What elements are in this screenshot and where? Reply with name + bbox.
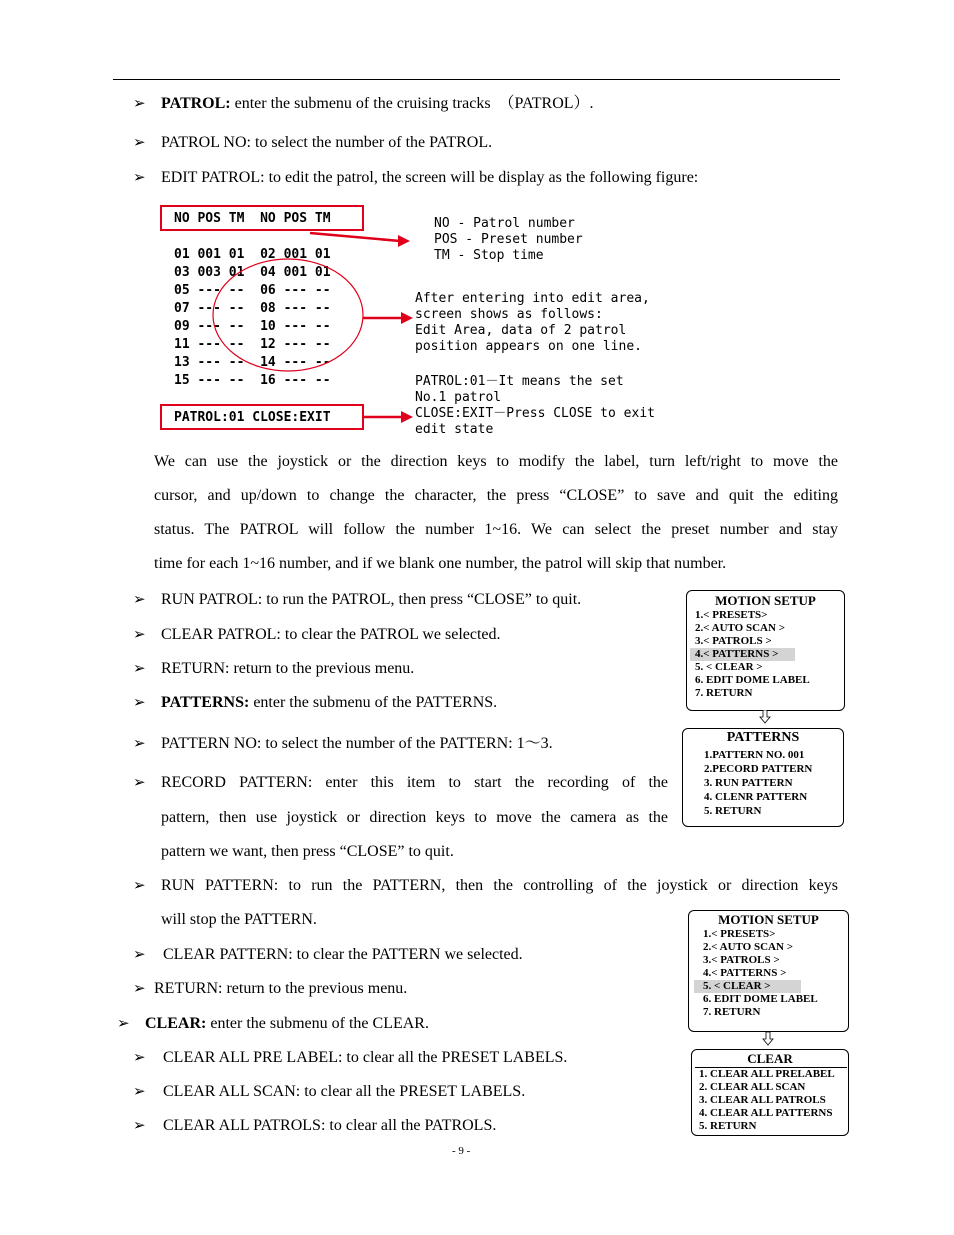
bullet-text: CLEAR PATTERN: to clear the PATTERN we selected. <box>163 946 523 963</box>
menu-item: 6. EDIT DOME LABEL <box>695 674 810 686</box>
bullet-arrow-icon: ➢ <box>133 1118 146 1134</box>
bullet-text: CLEAR ALL SCAN: to clear all the PRESET LABELS. <box>163 1083 526 1100</box>
footer-arrow-head <box>401 411 413 423</box>
bullet-text: CLEAR PATROL: to clear the PATROL we selected. <box>161 626 501 643</box>
osd-row: 11 --- -- 12 --- -- <box>174 337 331 352</box>
down-arrow-icon <box>762 1032 774 1046</box>
bullet-arrow-icon: ➢ <box>133 592 146 608</box>
bullet-arrow-icon: ➢ <box>133 878 146 894</box>
note-line: PATROL:01－It means the set <box>415 374 624 389</box>
header-rule <box>113 79 840 80</box>
osd-row: 09 --- -- 10 --- -- <box>174 319 331 334</box>
note-line: edit state <box>415 422 494 437</box>
down-arrow-icon <box>759 710 771 724</box>
menu-item: 2.PECORD PATTERN <box>704 763 813 775</box>
menu-item-selected: 4.< PATTERNS > <box>690 648 795 661</box>
osd-patrol-note <box>415 374 655 438</box>
note-line: No.1 patrol <box>415 390 502 405</box>
bullet-text: enter the submenu of the PATTERNS. <box>249 694 498 711</box>
note-line: CLOSE:EXIT－Press CLOSE to exit <box>415 406 655 421</box>
osd-row: 03 003 01 04 001 01 <box>174 265 331 280</box>
bullet-text: PATROL NO: to select the number of the PATROL. <box>161 134 493 151</box>
osd-header: NO POS TM NO POS TM <box>174 211 331 226</box>
menu-patterns <box>682 728 844 827</box>
osd-figure <box>160 205 670 437</box>
note-line: After entering into edit area, <box>415 291 650 306</box>
bullet-arrow-icon: ➢ <box>133 96 146 112</box>
bullet-text: EDIT PATROL: to edit the patrol, the screen will be display as the following figure: <box>161 169 699 186</box>
menu-item: 2.< AUTO SCAN > <box>695 622 785 634</box>
menu-title: CLEAR <box>747 1051 793 1066</box>
menu-motion-setup-1 <box>686 590 845 711</box>
bullet-text: RUN PATROL: to run the PATROL, then press “CLOSE” to quit. <box>161 591 582 608</box>
osd-legend <box>434 216 583 264</box>
header-arrow-head <box>398 235 410 247</box>
bullet-line: RECORD PATTERN: enter this item to start the recording of the <box>161 774 668 791</box>
menu-item: 2. CLEAR ALL SCAN <box>699 1081 806 1093</box>
menu-item: 1.PATTERN NO. 001 <box>704 749 805 761</box>
header-arrow <box>310 233 400 241</box>
osd-row: 07 --- -- 08 --- -- <box>174 301 331 316</box>
bullet-text: CLEAR ALL PATROLS: to clear all the PATROLS. <box>163 1117 497 1134</box>
page-number: - 9 - <box>452 1145 471 1157</box>
menu-item: 5. RETURN <box>699 1120 757 1132</box>
menu-item: 7. RETURN <box>695 687 753 699</box>
menu-item: 1.< PRESETS> <box>695 609 768 621</box>
bullet-arrow-icon: ➢ <box>133 981 146 997</box>
menu-title: MOTION SETUP <box>718 912 819 927</box>
bullet-text: RETURN: return to the previous menu. <box>161 660 415 677</box>
menu-item: 5. RETURN <box>704 805 762 817</box>
bullet-arrow-icon: ➢ <box>133 170 146 186</box>
bullet-text: enter the submenu of the CLEAR. <box>206 1015 429 1032</box>
bullet-arrow-icon: ➢ <box>133 1084 146 1100</box>
menu-item: 1.< PRESETS> <box>703 928 776 940</box>
menu-title: MOTION SETUP <box>715 593 816 608</box>
legend-line: NO - Patrol number <box>434 216 575 231</box>
osd-footer: PATROL:01 CLOSE:EXIT <box>174 410 331 425</box>
menu-item: 7. RETURN <box>703 1006 761 1018</box>
menu-item: 2.< AUTO SCAN > <box>703 941 793 953</box>
bullet-text: PATTERN NO: to select the number of the PATTERN: 1～3. <box>161 735 553 752</box>
note-line: position appears on one line. <box>415 339 642 354</box>
menu-item: 4. CLENR PATTERN <box>704 791 808 803</box>
menu-item: 3.< PATROLS > <box>703 954 780 966</box>
bullet-arrow-icon: ➢ <box>133 1050 146 1066</box>
menu-motion-setup-2 <box>688 910 849 1032</box>
menu-item: 4. CLEAR ALL PATTERNS <box>699 1107 833 1119</box>
bullet-text: RETURN: return to the previous menu. <box>154 980 408 997</box>
bullet-bold-label: PATTERNS: <box>161 694 250 711</box>
circle-arrow-head <box>401 312 413 324</box>
bullet-arrow-icon: ➢ <box>133 135 146 151</box>
bullet-arrow-icon: ➢ <box>133 695 146 711</box>
note-line: Edit Area, data of 2 patrol <box>415 323 627 338</box>
bullet-text: enter the submenu of the cruising tracks （PATROL）. <box>230 95 594 112</box>
osd-row: 13 --- -- 14 --- -- <box>174 355 331 370</box>
menu-item: 3. RUN PATTERN <box>704 777 793 789</box>
bullet-arrow-icon: ➢ <box>117 1016 130 1032</box>
legend-line: POS - Preset number <box>434 232 583 247</box>
menu-item: 1. CLEAR ALL PRELABEL <box>699 1068 835 1080</box>
bullet-text: CLEAR ALL PRE LABEL: to clear all the PRESET LABELS. <box>163 1049 568 1066</box>
paragraph-line: status. The PATROL will follow the number 1~16. We can select the preset number and stay <box>154 521 838 538</box>
menu-item: 3.< PATROLS > <box>695 635 772 647</box>
bullet-line: pattern, then use joystick or direction keys to move the camera as the <box>161 809 668 826</box>
paragraph-line: cursor, and up/down to change the character, the press “CLOSE” to save and quit the editing <box>154 487 838 504</box>
bullet-arrow-icon: ➢ <box>133 736 146 752</box>
osd-row: 01 001 01 02 001 01 <box>174 247 331 262</box>
osd-row: 05 --- -- 06 --- -- <box>174 283 331 298</box>
menu-item: 5. < CLEAR > <box>695 661 763 673</box>
bullet-arrow-icon: ➢ <box>133 661 146 677</box>
edit-area-circle <box>213 259 363 371</box>
edit-paragraph <box>154 445 838 581</box>
menu-item-selected: 5. < CLEAR > <box>694 980 801 993</box>
bullet-bold-label: CLEAR: <box>145 1015 207 1032</box>
bullet-record-pattern <box>133 773 673 873</box>
note-line: screen shows as follows: <box>415 307 603 322</box>
menu-item: 6. EDIT DOME LABEL <box>703 993 818 1005</box>
menu-clear <box>691 1049 849 1136</box>
legend-line: TM - Stop time <box>434 248 544 263</box>
bullet-arrow-icon: ➢ <box>133 627 146 643</box>
menu-item: 3. CLEAR ALL PATROLS <box>699 1094 826 1106</box>
bullet-arrow-icon: ➢ <box>133 947 146 963</box>
bullet-arrow-icon: ➢ <box>133 775 146 791</box>
bullet-line: will stop the PATTERN. <box>161 911 317 928</box>
bullet-line: RUN PATTERN: to run the PATTERN, then the controlling of the joystick or direction keys <box>161 877 838 894</box>
menu-item: 4.< PATTERNS > <box>703 967 787 979</box>
paragraph-line: time for each 1~16 number, and if we blank one number, the patrol will skip that number. <box>154 555 727 572</box>
paragraph-line: We can use the joystick or the direction keys to modify the label, turn left/right to move the <box>154 453 838 470</box>
osd-row: 15 --- -- 16 --- -- <box>174 373 331 388</box>
bullet-bold-label: PATROL: <box>161 95 231 112</box>
osd-edit-area-note <box>415 291 650 355</box>
bullet-line: pattern we want, then press “CLOSE” to quit. <box>161 843 454 860</box>
menu-title: PATTERNS <box>726 730 800 745</box>
